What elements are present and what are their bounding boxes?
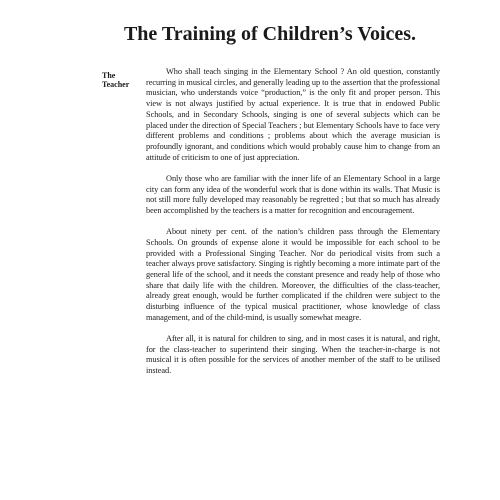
- margin-note-line-2: Teacher: [102, 80, 130, 89]
- paragraph-2: Only those who are familiar with the inner life of an Elementary School in a large city can form any idea of the wonderful work that is done within its walls. That Music is not still more fully developed may reasonably be regretted ; but that so much has already been accomplished by the teachers is a matter for recognition and encouragement.: [146, 173, 440, 215]
- page-title: The Training of Children’s Voices.: [123, 23, 417, 45]
- body-text: [146, 67, 440, 387]
- paragraph-3: About ninety per cent. of the nation’s children pass through the Elementary Schools. On grounds of expense alone it would be impossible for each school to be provided with a Professional Singing Teacher. Nor do periodical visits from such a teacher always prove satisfactory. Singing is rightly becoming a more intimate part of the general life of the school, and it needs the constant presence and ready help of those who share that daily life with the children. Moreover, the difficulties of the class-teacher, already great enough, would be further complicated if the children were subject to the disturbing influence of the typical musical practitioner, whose knowledge of class management, and of the child-mind, is usually somewhat meagre.: [146, 227, 440, 322]
- margin-note-line-1: The: [102, 71, 116, 80]
- margin-note: [102, 71, 142, 89]
- paragraph-1: Who shall teach singing in the Elementary School ? An old question, constantly recurring in musical circles, and generally leading up to the assertion that the professional musician, who understands voice “production,” is the only fit and proper person. This view is not always justified by actual experience. It is true that in endowed Public Schools, and in Secondary Schools, singing is one of several subjects which can be placed under the direction of Special Teachers ; but Elementary Schools have to face very different problems and conditions ; problems about which the average musician is profoundly ignorant, and conditions which would probably cause him to change from an attitude of criticism to one of just appreciation.: [146, 67, 440, 162]
- paragraph-4: After all, it is natural for children to sing, and in most cases it is natural, and right, for the class-teacher to superintend their singing. When the teacher-in-charge is not musical it is often possible for the services of another member of the staff to be utilised instead.: [146, 333, 440, 376]
